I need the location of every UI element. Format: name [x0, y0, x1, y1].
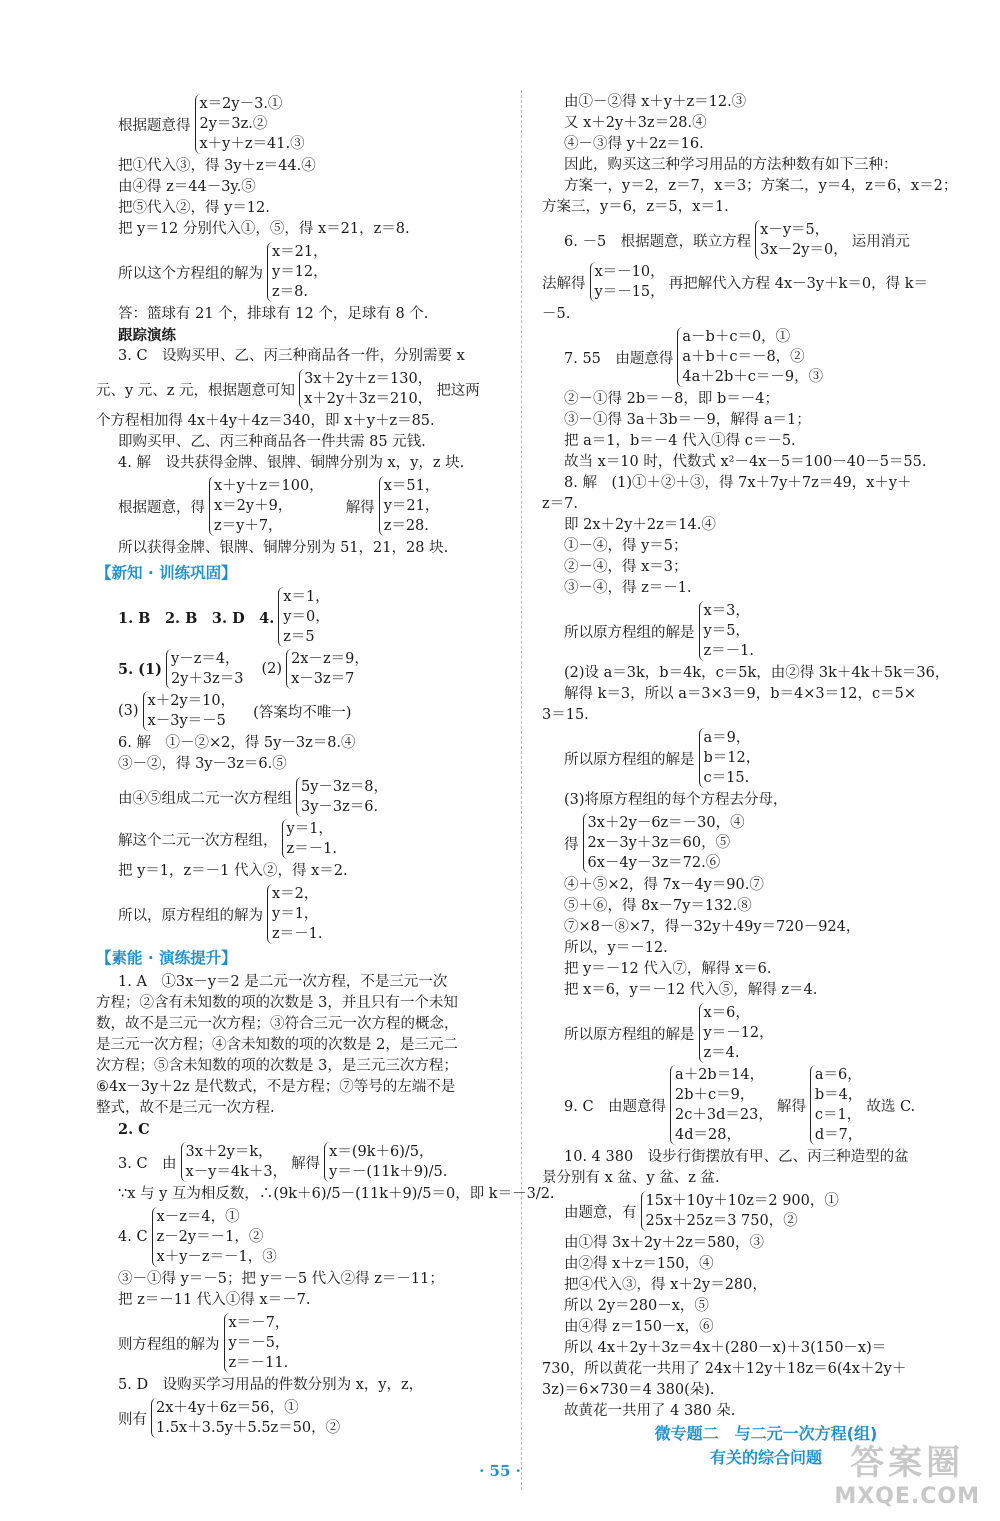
- text-line: 把 y＝12 分别代入①，⑤，得 x＝21，z＝8.: [118, 221, 410, 237]
- topic-heading: 有关的综合问题: [709, 1448, 822, 1467]
- equation-system: 由题意，有 15x＋10y＋10z＝2 900，① 25x＋25z＝3 750，②: [564, 1193, 839, 1229]
- text-line: 8. 解 (1)①＋②＋③，得 7x＋7y＋7z＝49，x＋y＋: [564, 475, 912, 491]
- text-line: 3. C 设购买甲、乙、丙三种商品各一件，分别需要 x: [118, 348, 465, 364]
- text-line: ③－④，得 z＝－1.: [564, 580, 692, 596]
- text-line: 由④得 z＝44－3y.⑤: [118, 179, 256, 195]
- equation-system: 6. －5 根据题意，联立方程 x－y＝5， 3x－2y＝0， 运用消元: [564, 222, 910, 258]
- text-line: 方程；②含有未知数的项的次数是 3，并且只有一个未知: [96, 995, 458, 1011]
- equation-system: 元、y 元、z 元，根据题意可知 3x＋2y＋z＝130， x＋2y＋3z＝210， 把这两: [96, 371, 480, 407]
- watermark-title: 答案圈: [850, 1443, 965, 1483]
- text-line: 由④得 z＝150－x，⑥: [564, 1319, 714, 1335]
- text-line: 景分别有 x 盆、y 盆、z 盆.: [542, 1170, 720, 1186]
- equation-system: 所以原方程组的解是 x＝6， y＝－12， z＝4.: [564, 1005, 774, 1061]
- text-line: (2)设 a＝3k，b＝4k，c＝5k，由②得 3k＋4k＋5k＝36，: [564, 665, 950, 681]
- topic-heading: 微专题二 与二元一次方程(组): [654, 1424, 878, 1443]
- text-line: 所以，y＝－12.: [564, 940, 668, 956]
- text-line: 把 y＝1，z＝－1 代入②，得 x＝2.: [118, 863, 348, 879]
- text-line: 数，故不是三元一次方程；③符合三元一次方程的概念，: [96, 1016, 459, 1032]
- text-line: ③－①得 y＝－5；把 y＝－5 代入②得 z＝－11；: [118, 1271, 444, 1287]
- equation-system: 解这个二元一次方程组， y＝1， z＝－1.: [118, 821, 337, 857]
- text-line: ⑦×8－⑧×7，得－32y＋49y＝720－924，: [564, 919, 861, 935]
- text-line: 故当 x＝10 时，代数式 x²－4x－5＝100－40－5＝55.: [564, 454, 927, 470]
- equation-system: 则方程组的解为 x＝－7， y＝－5， z＝－11.: [118, 1315, 290, 1371]
- text-line: ③－①得 3a＋3b＝－9，解得 a＝1；: [564, 412, 811, 428]
- text-line: 1. A ①3x－y＝2 是二元一次方程，不是三元一次: [118, 974, 448, 990]
- equation-system: 9. C 由题意得 a＋2b＝14， 2b＋c＝9， 2c＋3d＝23， 4d＝28， 解得 a＝6， b＝4， c＝1， d＝7， 故选 C.: [564, 1067, 916, 1143]
- text-line: ⑤＋⑥，得 8x－7y＝132.⑧: [564, 898, 752, 914]
- equation-system: 法解得 x＝－10， y＝－15， 再把解代入方程 4x－3y＋k＝0，得 k＝: [542, 264, 928, 300]
- equation-system: 3. C 由 3x＋2y＝k， x－y＝4k＋3， 解得 x＝(9k＋6)/5， y＝－(11k＋9)/5.: [118, 1144, 448, 1180]
- text-line: 3z)＝6×730＝4 380(朵).: [542, 1382, 715, 1398]
- text-line: ⑥4x－3y＋2z 是代数式，不是方程；⑦等号的左端不是: [96, 1079, 456, 1095]
- text-line: 把 z＝－11 代入①得 x＝－7.: [118, 1292, 311, 1308]
- text-line: 把 a＝1，b＝－4 代入①得 c＝－5.: [564, 433, 796, 449]
- text-line: 是三元一次方程；④含未知数的项的次数是 2，是三元二: [96, 1037, 458, 1053]
- answer-line: 答：篮球有 21 个，排球有 12 个，足球有 8 个.: [118, 306, 429, 322]
- equation-system: 所以，原方程组的解为 x＝2， y＝1， z＝－1.: [118, 886, 323, 942]
- watermark-url: MXQE.COM: [834, 1484, 980, 1509]
- text-line: 4. 解 设共获得金牌、银牌、铜牌分别为 x，y，z 块.: [118, 455, 465, 471]
- equation-system: 7. 55 由题意得 a－b＋c＝0，① a＋b＋c＝－8，② 4a＋2b＋c＝－9，③: [564, 329, 824, 385]
- equation-system: 由④⑤组成二元一次方程组 5y－3z＝8， 3y－3z＝6.: [118, 779, 389, 815]
- watermark-logo: [834, 1435, 980, 1509]
- equation-system: 则有 2x＋4y＋6z＝56，① 1.5x＋3.5y＋5.5z＝50，②: [118, 1400, 341, 1436]
- text-line: 5. D 设购买学习用品的件数分别为 x，y，z，: [118, 1377, 424, 1393]
- text-line: 整式，故不是三元一次方程.: [96, 1100, 275, 1116]
- equation-system: 5. (1) y－z＝4， 2y＋3z＝3 (2) 2x－z＝9， x－3z＝7: [118, 651, 369, 687]
- equation-system: 所以这个方程组的解为 x＝21， y＝12， z＝8.: [118, 244, 328, 300]
- text-line: 由②得 x＋z＝150，④: [564, 1256, 714, 1272]
- text-line: ③－②，得 3y－3z＝6.⑤: [118, 756, 287, 772]
- left-column: [96, 92, 555, 1440]
- text-line: ①－④，得 y＝5；: [564, 538, 688, 554]
- text-line: 把④代入③，得 x＋2y＝280，: [564, 1277, 767, 1293]
- text-line: 10. 4 380 设步行街摆放有甲、乙、丙三种造型的盆: [564, 1149, 909, 1165]
- right-column: [542, 92, 990, 1470]
- text-line: 6. 解 ①－②×2，得 5y－3z＝8.④: [118, 735, 356, 751]
- text-line: 由①得 3x＋2y＋2z＝580，③: [564, 1235, 764, 1251]
- text-line: 方案三，y＝6，z＝5，x＝1.: [542, 199, 729, 215]
- text-line: 所以获得金牌、银牌、铜牌分别为 51，21，28 块.: [118, 540, 449, 556]
- equation-system: 得 3x＋2y－6z＝－30，④ 2x－3y＋3z＝60，⑤ 6x－4y－3z＝72.⑥: [564, 815, 745, 871]
- text-line: 解得 k＝3，所以 a＝3×3＝9，b＝4×3＝12，c＝5×: [564, 686, 917, 702]
- text-line: 所以 2y＝280－x，⑤: [564, 1298, 709, 1314]
- text-line: ②－④，得 x＝3；: [564, 559, 688, 575]
- text-line: ④＋⑤×2，得 7x－4y＝90.⑦: [564, 877, 764, 893]
- text-line: 把①代入③，得 3y＋z＝44.④: [118, 158, 316, 174]
- text-line: ④－③得 y＋2z＝16.: [564, 136, 704, 152]
- equation-system: 1. B 2. B 3. D 4. x＝1， y＝0， z＝5: [118, 589, 330, 645]
- text-line: 把 y＝－12 代入⑦，解得 x＝6.: [564, 961, 772, 977]
- equation-system: 所以原方程组的解是 x＝3， y＝5， z＝－1.: [564, 603, 754, 659]
- text-line: 故黄花一共用了 4 380 朵.: [564, 1403, 736, 1419]
- subsection-heading: 跟踪演练: [118, 327, 176, 344]
- section-heading-new-knowledge: 【新知 · 训练巩固】: [96, 564, 237, 582]
- text-line: ②－①得 2b＝－8，即 b＝－4；: [564, 391, 779, 407]
- text-line: (3)将原方程组的每个方程去分母，: [564, 792, 788, 808]
- page-number: · 55 ·: [479, 1462, 521, 1480]
- equation-system: 根据题意，得 x＋y＋z＝100， x＝2y＋9， z＝y＋7， 解得 x＝51， y＝21， z＝28.: [118, 478, 440, 534]
- text-line: ∵x 与 y 互为相反数，∴(9k＋6)/5－(11k＋9)/5＝0，即 k＝－3/2.: [118, 1186, 555, 1202]
- text-line: 把 x＝6，y＝－12 代入⑤，解得 z＝4.: [564, 982, 818, 998]
- text-line: 方案一，y＝2，z＝7，x＝3；方案二，y＝4，z＝6，x＝2；: [564, 178, 958, 194]
- text-line: 即购买甲、乙、丙三种商品各一件共需 85 元钱.: [118, 434, 426, 450]
- text-line: 2. C: [118, 1121, 150, 1138]
- text-line: 因此，购买这三种学习用品的方法种数有如下三种：: [564, 157, 898, 173]
- text-line: 个方程相加得 4x＋4y＋4z＝340，即 x＋y＋z＝85.: [96, 413, 435, 429]
- text-line: z＝7.: [542, 496, 578, 512]
- text-line: 所以 4x＋2y＋3z＝4x＋(280－x)＋3(150－x)＝: [564, 1340, 887, 1356]
- equation-system: (3) x＋2y＝10， x－3y＝－5 (答案均不唯一): [118, 693, 352, 729]
- text-line: 即 2x＋2y＋2z＝14.④: [564, 517, 716, 533]
- equation-system: 所以原方程组的解是 a＝9， b＝12， c＝15.: [564, 730, 761, 786]
- section-heading-ability: 【素能 · 演练提升】: [96, 949, 237, 967]
- text-line: 730，所以黄花一共用了 24x＋12y＋18z＝6(4x＋2y＋: [542, 1361, 907, 1377]
- text-line: 把⑤代入②，得 y＝12.: [118, 200, 270, 216]
- text-line: 3＝15.: [542, 707, 589, 723]
- equation-system: 根据题意得 x＝2y－3.① 2y＝3z.② x＋y＋z＝41.③: [118, 96, 305, 152]
- equation-system: 4. C x－z＝4，① z－2y＝－1，② x＋y－z＝－1，③: [118, 1209, 277, 1265]
- text-line: 次方程；⑤含未知数的项的次数是 3，是三元三次方程；: [96, 1058, 458, 1074]
- text-line: －5.: [542, 306, 571, 322]
- text-line: 由①－②得 x＋y＋z＝12.③: [564, 94, 747, 110]
- text-line: 又 x＋2y＋3z＝28.④: [564, 115, 707, 131]
